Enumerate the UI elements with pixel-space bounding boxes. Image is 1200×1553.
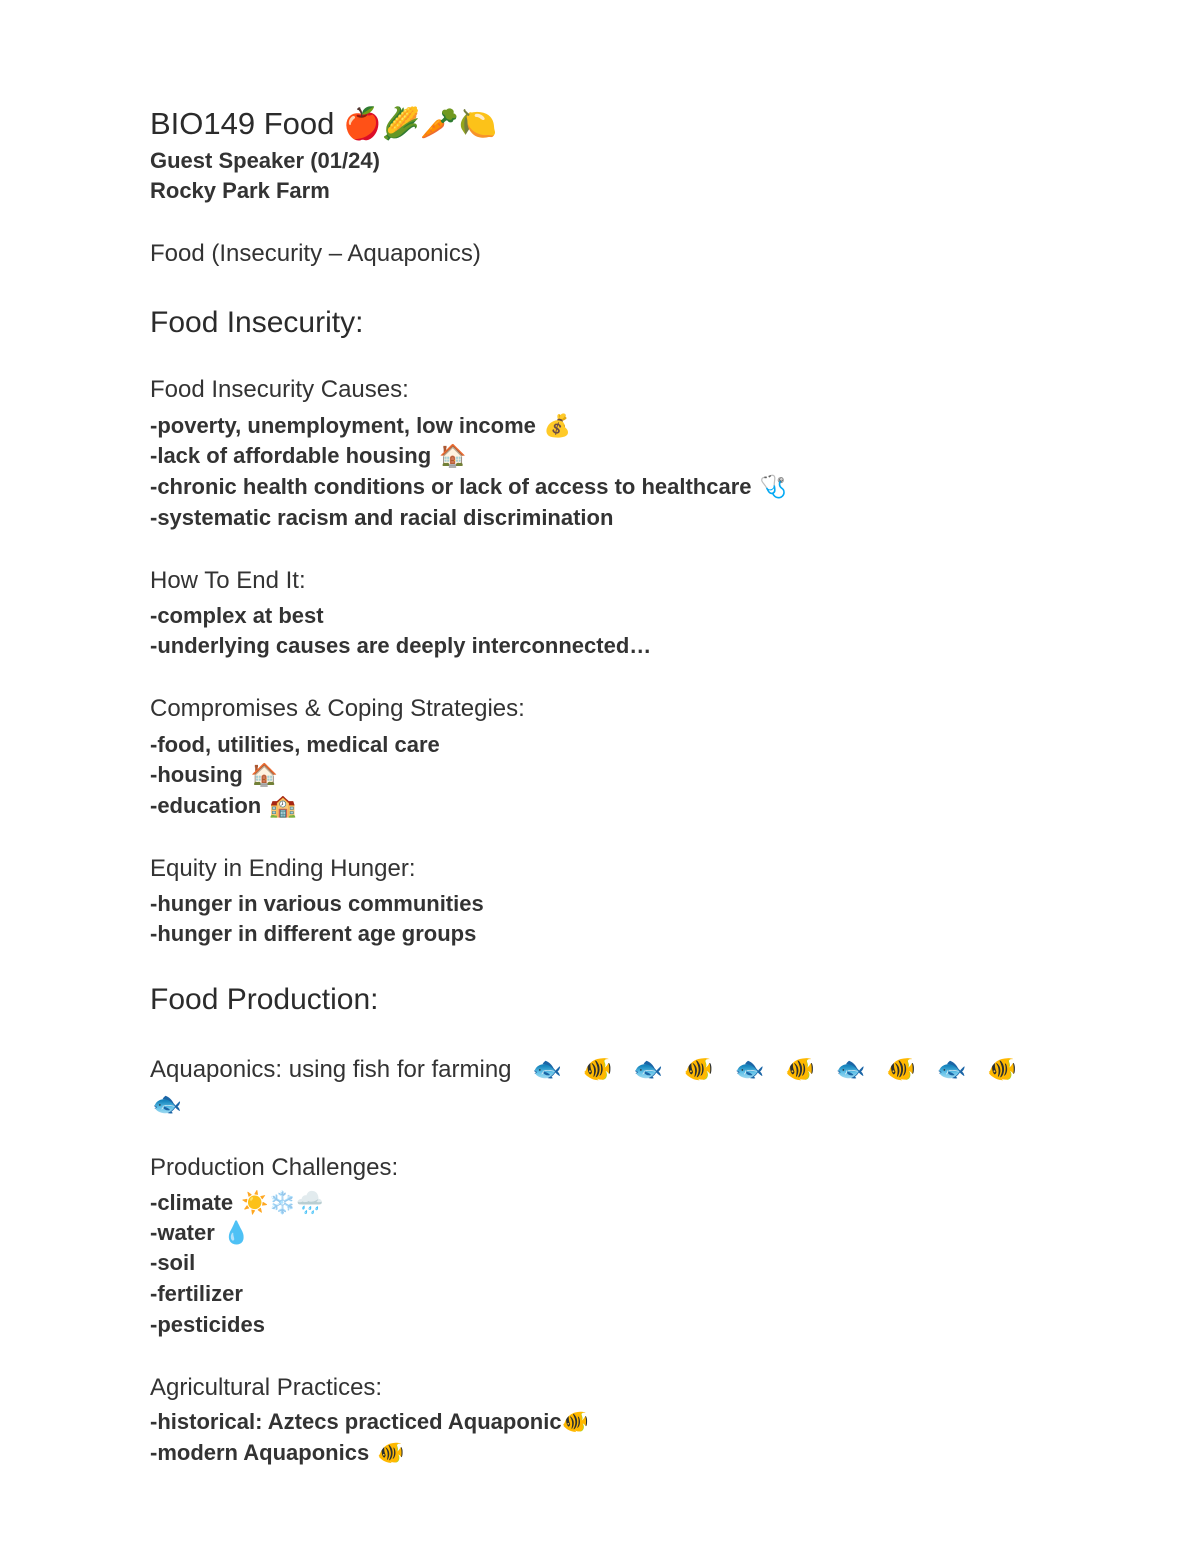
cause-text: -chronic health conditions or lack of access to healthcare xyxy=(150,474,752,499)
fish-icon: 🐟 xyxy=(734,1055,765,1083)
practices-label: Agricultural Practices: xyxy=(150,1374,383,1401)
challenge-text: -water xyxy=(150,1220,215,1245)
compromise-item xyxy=(150,791,297,822)
fish-icon: 🐟 xyxy=(532,1055,563,1083)
compromise-item xyxy=(150,760,278,791)
practice-item xyxy=(150,1407,589,1438)
tropical-fish-icon: 🐠 xyxy=(683,1055,714,1083)
carrot-icon: 🥕 xyxy=(420,106,459,142)
tropical-fish-icon: 🐠 xyxy=(987,1055,1018,1083)
topic-line: Food (Insecurity – Aquaponics) xyxy=(150,240,481,267)
cause-item xyxy=(150,411,571,442)
tropical-fish-icon: 🐠 xyxy=(582,1055,613,1083)
challenge-text: -climate xyxy=(150,1190,234,1215)
section-heading-food-production: Food Production: xyxy=(150,983,379,1016)
challenges-label: Production Challenges: xyxy=(150,1154,399,1181)
compromise-item xyxy=(150,730,440,760)
fish-icon: 🐟 xyxy=(633,1055,664,1083)
aquaponics-text: Aquaponics: using fish for farming xyxy=(150,1056,512,1083)
cause-item xyxy=(150,441,467,472)
equity-item: -hunger in different age groups xyxy=(150,921,477,946)
tropical-fish-icon: 🐠 xyxy=(561,1410,589,1435)
page-title xyxy=(150,104,497,144)
house-icon: 🏠 xyxy=(439,444,467,469)
equity-item: -hunger in various communities xyxy=(150,891,484,916)
cause-item xyxy=(150,503,613,533)
compromise-text: -housing xyxy=(150,762,243,787)
droplet-icon: 💧 xyxy=(222,1221,251,1246)
cause-text: -systematic racism and racial discrimination xyxy=(150,505,614,530)
compromise-text: -education xyxy=(150,793,262,818)
speaker-line: Guest Speaker (01/24) xyxy=(150,148,380,173)
equity-label: Equity in Ending Hunger: xyxy=(150,855,416,882)
challenge-item: -pesticides xyxy=(150,1312,265,1337)
challenge-item: -soil xyxy=(150,1250,196,1275)
apple-icon: 🍎 xyxy=(343,106,382,142)
school-icon: 🏫 xyxy=(269,794,297,819)
how-to-end-item: -underlying causes are deeply interconnected… xyxy=(150,633,652,658)
cause-item xyxy=(150,472,787,503)
money-bag-icon: 💰 xyxy=(543,414,572,439)
corn-icon: 🌽 xyxy=(381,106,421,142)
practice-item xyxy=(150,1438,405,1469)
tropical-fish-icon: 🐠 xyxy=(886,1055,917,1083)
challenge-item: -fertilizer xyxy=(150,1281,243,1306)
house-icon: 🏠 xyxy=(250,763,279,788)
compromise-text: -food, utilities, medical care xyxy=(150,732,440,757)
tropical-fish-icon: 🐠 xyxy=(377,1441,405,1466)
fish-icon: 🐟 xyxy=(936,1055,967,1083)
tropical-fish-icon: 🐠 xyxy=(785,1055,815,1083)
how-to-end-item: -complex at best xyxy=(150,603,324,628)
practice-text: -modern Aquaponics xyxy=(150,1440,370,1465)
farm-line: Rocky Park Farm xyxy=(150,178,330,203)
stethoscope-icon: 🩺 xyxy=(759,475,787,500)
fish-icon: 🐟 xyxy=(835,1055,866,1083)
challenge-item xyxy=(150,1188,323,1219)
aquaponics-line xyxy=(150,1052,1050,1122)
practice-text: -historical: Aztecs practiced Aquaponic xyxy=(150,1409,562,1434)
challenge-item xyxy=(150,1218,250,1249)
fish-icon: 🐟 xyxy=(152,1090,182,1118)
causes-label: Food Insecurity Causes: xyxy=(150,376,409,403)
how-to-end-label: How To End It: xyxy=(150,567,306,594)
section-heading-food-insecurity: Food Insecurity: xyxy=(150,306,364,339)
cause-text: -lack of affordable housing xyxy=(150,443,432,468)
weather-icons: ☀️❄️🌧️ xyxy=(241,1191,324,1216)
cause-text: -poverty, unemployment, low income xyxy=(150,413,536,438)
lemon-icon: 🍋 xyxy=(458,106,498,142)
compromises-label: Compromises & Coping Strategies: xyxy=(150,695,525,722)
title-text: BIO149 Food xyxy=(150,106,335,141)
